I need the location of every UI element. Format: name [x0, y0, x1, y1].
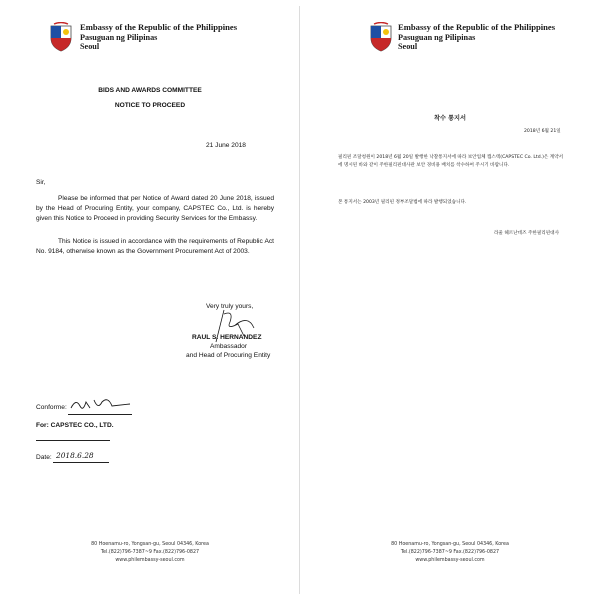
korean-paragraph-1: 필리핀 조달청원이 2018년 6월 20일 발행한 낙찰통지서에 따라 보안업체 캡스텍(CAPSTEC Co. Ltd.)은 계약서에 명시된 바와 같이 주한필리핀대사관 보안 경비용 배치를 착수하여 주시기 바랍니다.: [338, 155, 564, 168]
letterhead-line1: Embassy of the Republic of the Philippines: [80, 22, 238, 32]
paragraph-2: This Notice is issued in accordance with the requirements of Republic Act No. 9184, otherwise known as the Government Procurement Act of 2003.: [36, 238, 274, 255]
footer-phone: Tel.(822)796-7387~9 Fax.(822)796-0827: [100, 550, 200, 556]
korean-signature: 라울 헤르난데즈 주한필리핀대사: [494, 231, 560, 236]
conforme-label: Conforme:: [36, 404, 67, 411]
letterhead-text: [80, 23, 237, 52]
letterhead-line3: Seoul: [398, 42, 418, 52]
committee-heading: BIDS AND AWARDS COMMITTEE: [98, 87, 202, 94]
company-label: For: CAPSTEC CO., LTD.: [36, 422, 114, 429]
letterhead-line3: Seoul: [80, 42, 100, 52]
conforme-signature-icon: [68, 394, 132, 414]
salutation: Sir,: [36, 179, 46, 186]
date-line: [53, 462, 109, 463]
handwritten-date: 2018.6.28: [56, 451, 94, 460]
letterhead-line2: Pasuguan ng Pilipinas: [80, 32, 158, 42]
korean-title: 착수 통지서: [433, 115, 467, 122]
notice-title: NOTICE TO PROCEED: [114, 102, 186, 109]
letterhead-line2: Pasuguan ng Pilipinas: [398, 32, 476, 42]
letterhead-line1: Embassy of the Republic of the Philippines: [398, 22, 556, 32]
footer-web: www.philembassy-seoul.com: [415, 558, 485, 564]
footer-address: 80 Hoenamu-ro, Yongsan-gu, Seoul 04346, Korea: [391, 542, 509, 547]
date-label: Date:: [36, 454, 52, 461]
company-underline: [36, 440, 110, 441]
closing: Very truly yours,: [206, 303, 254, 310]
korean-paragraph-2: 본 통지서는 2003년 필리핀 정부조달법에 따라 발행되었습니다.: [338, 200, 467, 205]
letterhead-text: [398, 23, 555, 52]
footer-address: 80 Hoenamu-ro, Yongsan-gu, Seoul 04346, Korea: [91, 542, 209, 547]
footer: [300, 541, 600, 565]
conforme-line: [68, 414, 132, 415]
footer: [0, 541, 300, 565]
philippine-seal-icon: [48, 22, 74, 52]
korean-date: 2018년 6월 21일: [524, 129, 561, 134]
letter-date: 21 June 2018: [206, 142, 246, 149]
signatory-title: Ambassador: [210, 343, 248, 350]
philippine-seal-icon: [368, 22, 394, 52]
footer-phone: Tel.(822)796-7387~9 Fax.(822)796-0827: [400, 550, 500, 556]
signatory-name: RAUL S. HERNANDEZ: [192, 334, 262, 341]
korean-notice-page: [300, 0, 600, 600]
signatory-role: and Head of Procuring Entity: [186, 352, 271, 359]
paragraph-1: Please be informed that per Notice of Award dated 20 June 2018, issued by the Head of Procuring Entity, your company, CAPSTEC Co., Ltd. is hereby given this Notice to Proceed in providing Security Services for the Embassy.: [36, 195, 274, 222]
footer-web: www.philembassy-seoul.com: [115, 558, 185, 564]
